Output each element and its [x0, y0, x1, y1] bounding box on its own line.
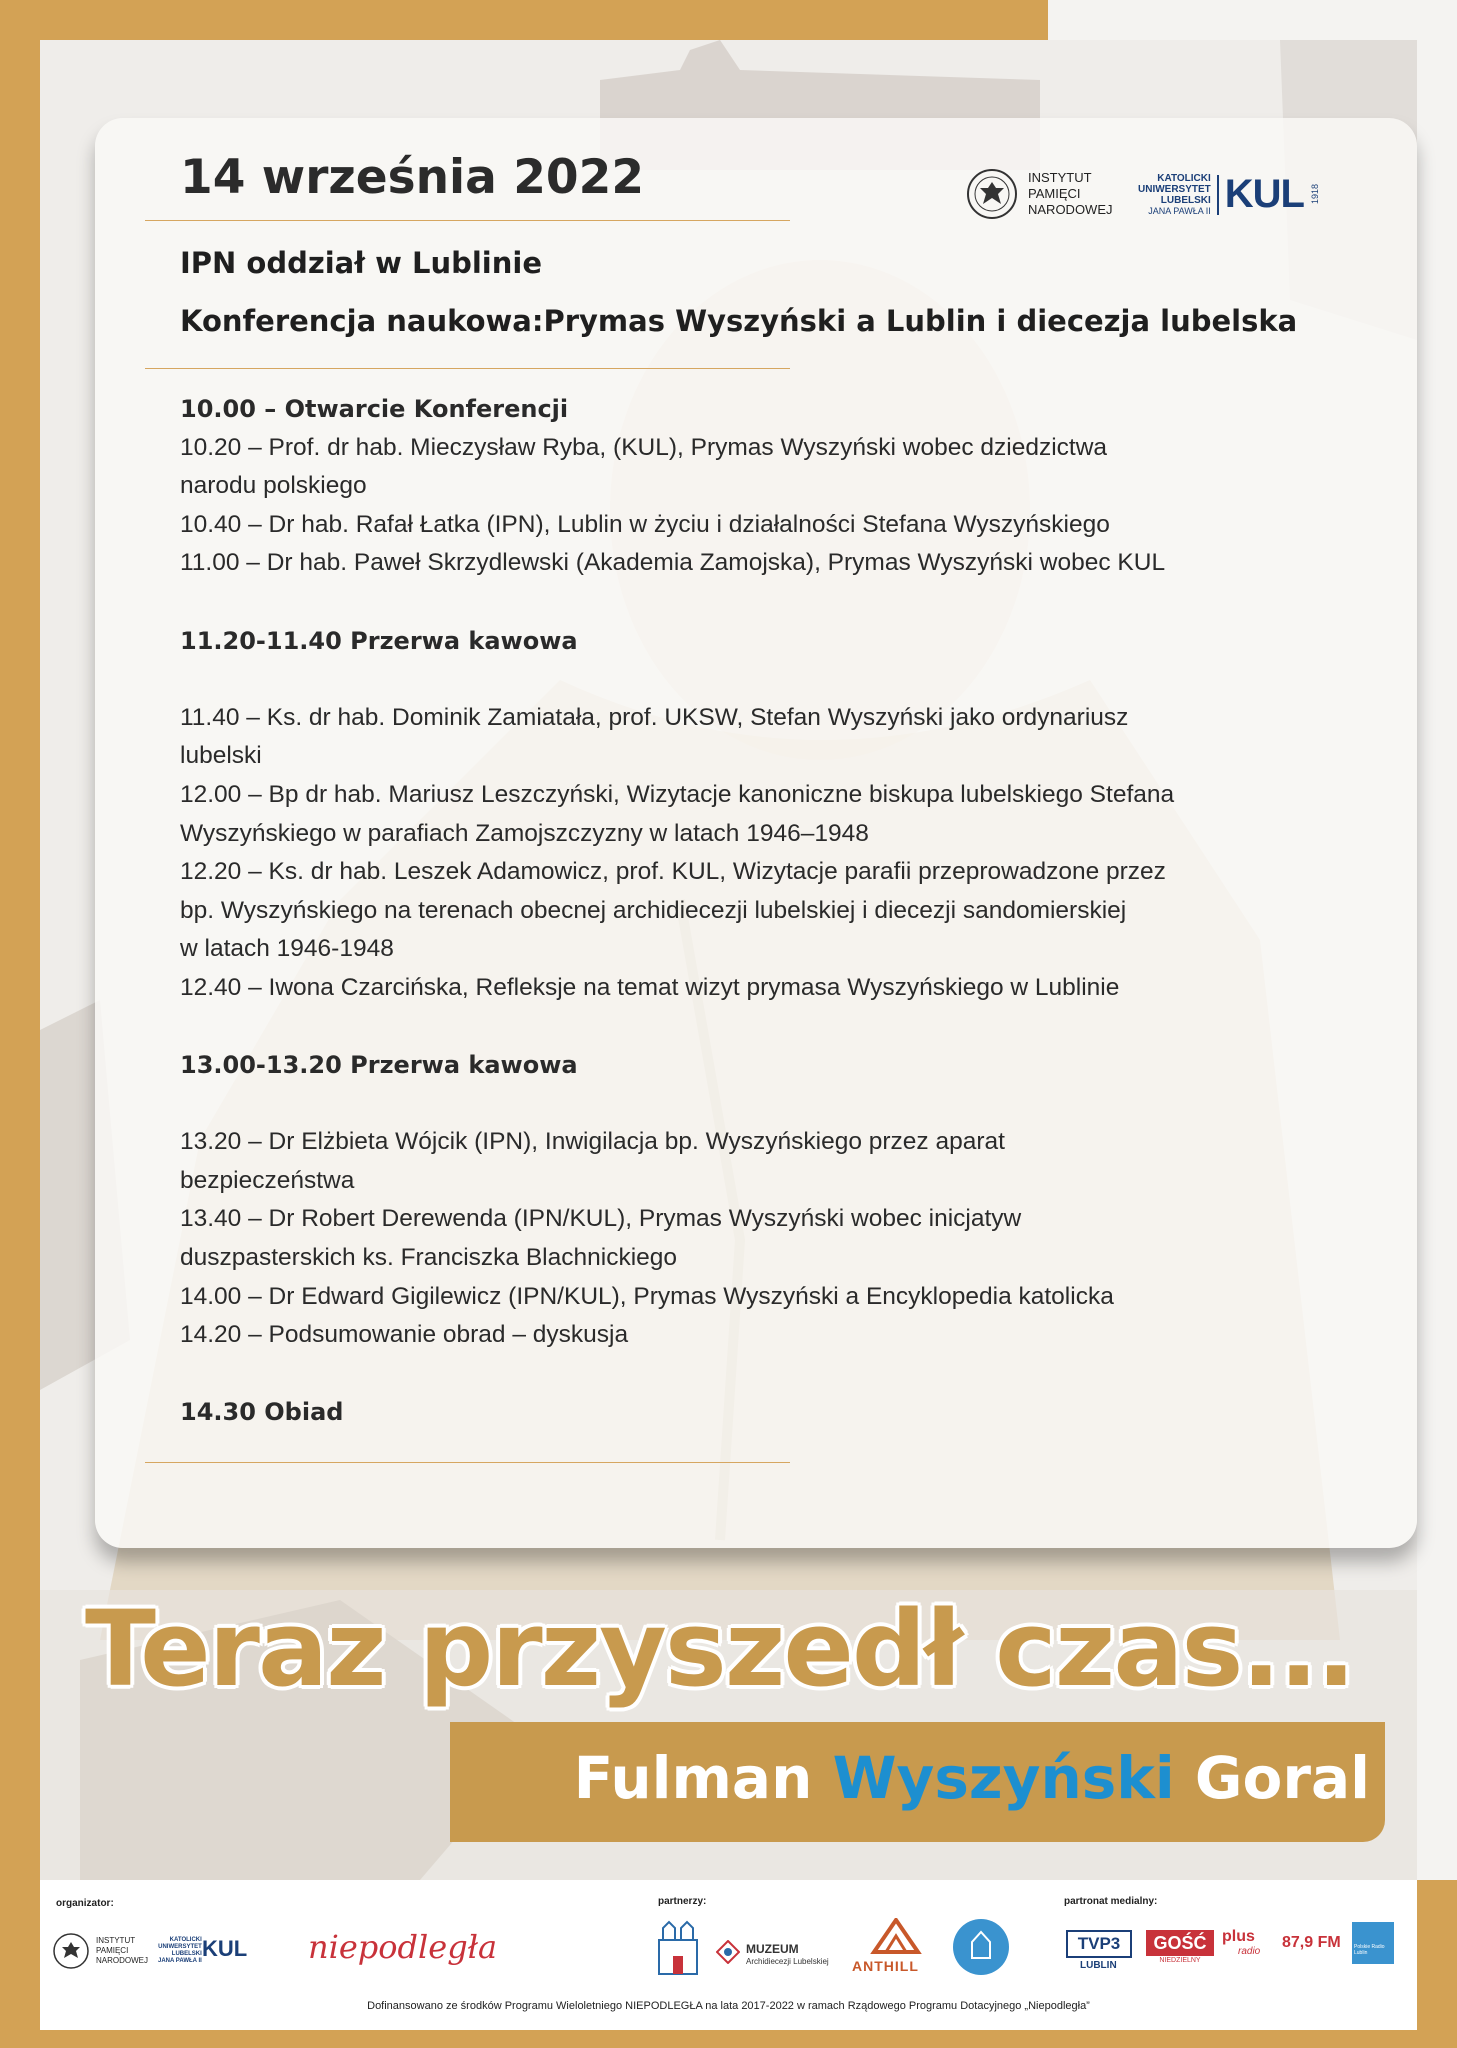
kul-year: 1918	[1310, 184, 1320, 205]
radio-frequency: 87,9 FM	[1282, 1934, 1341, 1951]
ipn-line3: NARODOWEJ	[1028, 202, 1113, 217]
kul-abbr: KUL	[1224, 172, 1304, 216]
organizer-label: organizator:	[56, 1898, 114, 1909]
program-line: bezpieczeństwa	[180, 1166, 355, 1194]
kul-small-line4: JANA PAWŁA II	[158, 1958, 202, 1964]
ipn-small-line2: PAMIĘCI	[96, 1946, 129, 1955]
ipn-logo	[966, 168, 1113, 220]
tvp3-subtitle: LUBLIN	[1080, 1960, 1117, 1971]
program-line: 12.20 – Ks. dr hab. Leszek Adamowicz, prof. KUL, Wizytacje parafii przeprowadzone przez	[180, 858, 1166, 886]
program-line: Wyszyńskiego w parafiach Zamojszczyzny w latach 1946–1948	[180, 819, 869, 847]
gosc-subtitle: NIEDZIELNY	[1159, 1957, 1201, 1964]
program-line: 10.20 – Prof. dr hab. Mieczysław Ryba, (KUL), Prymas Wyszyński wobec dziedzictwa	[180, 433, 1108, 461]
gold-frame-left	[0, 0, 40, 2048]
program-line: bp. Wyszyńskiego na terenach obecnej archidiecezji lubelskiej i diecezji sandomierskiej	[180, 896, 1127, 924]
kul-line2: UNIWERSYTET	[1138, 183, 1211, 195]
venue: IPN oddział w Lublinie	[180, 246, 543, 280]
program-line: lubelski	[180, 742, 262, 770]
slogan: Teraz przyszedł czas...	[85, 1588, 1354, 1710]
kul-small-line2: UNIWERSYTET	[158, 1944, 202, 1950]
program-line: 12.40 – Iwona Czarcińska, Refleksje na temat wizyt prymasa Wyszyńskiego w Lublinie	[180, 973, 1120, 1001]
muzeum-title: MUZEUM	[746, 1942, 799, 1956]
kul-small-line1: KATOLICKI	[169, 1937, 202, 1943]
gosc-logo: GOŚĆ	[1146, 1930, 1214, 1956]
ipn-small-text	[96, 1936, 148, 1966]
kul-separator	[1217, 175, 1219, 215]
break-line: 11.20-11.40 Przerwa kawowa	[180, 626, 578, 655]
program-line: 13.40 – Dr Robert Derewenda (IPN/KUL), Prymas Wyszyński wobec inicjatyw	[180, 1205, 1022, 1233]
kul-line1: KATOLICKI	[1157, 172, 1211, 184]
program-line: 14.20 – Podsumowanie obrad – dyskusja	[180, 1321, 629, 1349]
media-label: partronat medialny:	[1064, 1896, 1158, 1907]
exhibition-names	[450, 1744, 1370, 1812]
ipn-small-line3: NARODOWEJ	[96, 1956, 148, 1965]
museum-emblem-icon	[716, 1940, 740, 1964]
program-line: 11.40 – Ks. dr hab. Dominik Zamiatała, prof. UKSW, Stefan Wyszyński jako ordynariusz	[180, 703, 1129, 731]
program-line: 10.40 – Dr hab. Rafał Łatka (IPN), Lublin w życiu i działalności Stefana Wyszyńskiego	[180, 510, 1110, 538]
kul-small-abbr: KUL	[202, 1936, 248, 1961]
ipn-line2: PAMIĘCI	[1028, 186, 1081, 201]
ipn-small-seal-icon	[52, 1932, 90, 1970]
divider	[145, 1462, 790, 1463]
gold-frame-right	[1417, 1880, 1457, 2048]
cathedral-icon	[655, 1920, 701, 1978]
program-line: duszpasterskich ks. Franciszka Blachnickiego	[180, 1244, 678, 1272]
round-emblem-icon	[952, 1918, 1010, 1976]
program-line: 10.00 – Otwarcie Konferencji	[180, 395, 569, 423]
kul-line4: JANA PAWŁA II	[1148, 205, 1211, 216]
muzeum-subtitle: Archidiecezji Lubelskiej	[746, 1957, 829, 1966]
gold-frame-top	[0, 0, 1048, 40]
ipn-line1: INSTYTUT	[1028, 170, 1092, 185]
partners-label: partnerzy:	[658, 1896, 707, 1907]
lunch-line: 14.30 Obiad	[180, 1398, 344, 1427]
plus-radio: radio	[1238, 1946, 1261, 1957]
program-line: narodu polskiego	[180, 472, 367, 500]
program-line: 12.00 – Bp dr hab. Mariusz Leszczyński, Wizytacje kanoniczne biskupa lubelskiego Stefana	[180, 780, 1175, 808]
name-fulman: Fulman	[573, 1744, 813, 1812]
ipn-eagle-seal-icon	[966, 168, 1018, 220]
conference-title: Konferencja naukowa:Prymas Wyszyński a Lublin i diecezja lubelska	[180, 304, 1298, 338]
gold-frame-bottom	[0, 2030, 1457, 2048]
break-line: 13.00-13.20 Przerwa kawowa	[180, 1051, 578, 1080]
kul-logo	[1138, 172, 1320, 217]
funding-note: Dofinansowano ze środków Programu Wieloletniego NIEPODLEGŁA na lata 2017-2022 w ramach Rządowego Programu Dotacyjnego „Niepodległa”	[367, 2000, 1090, 2012]
name-wyszynski: Wyszyński	[832, 1744, 1175, 1812]
program-line: 13.20 – Dr Elżbieta Wójcik (IPN), Inwigilacja bp. Wyszyńskiego przez aparat	[180, 1128, 1005, 1156]
niepodlegla-logo: niepodległa	[308, 1928, 498, 1966]
polskie-radio-lublin-logo: Polskie Radio Lublin	[1352, 1922, 1394, 1964]
name-goral: Goral	[1194, 1744, 1370, 1812]
anthill-mountain-icon	[870, 1918, 922, 1954]
ipn-small-line1: INSTYTUT	[96, 1936, 136, 1945]
kul-small-text	[158, 1937, 202, 1965]
program-list	[180, 390, 1260, 1432]
event-date: 14 września 2022	[180, 150, 645, 205]
anthill-logo: ANTHILL	[852, 1958, 919, 1974]
program-line: 14.00 – Dr Edward Gigilewicz (IPN/KUL), Prymas Wyszyński a Encyklopedia katolicka	[180, 1282, 1114, 1310]
divider	[145, 368, 790, 369]
program-line: 11.00 – Dr hab. Paweł Skrzydlewski (Akademia Zamojska), Prymas Wyszyński wobec KUL	[180, 549, 1166, 577]
program-line: w latach 1946-1948	[180, 935, 394, 963]
kul-small-line3: LUBELSKI	[171, 1951, 202, 1957]
divider	[145, 220, 790, 221]
tvp3-logo: TVP3	[1066, 1930, 1132, 1958]
kul-line3: LUBELSKI	[1160, 194, 1211, 206]
plus-logo: plus	[1222, 1928, 1255, 1945]
